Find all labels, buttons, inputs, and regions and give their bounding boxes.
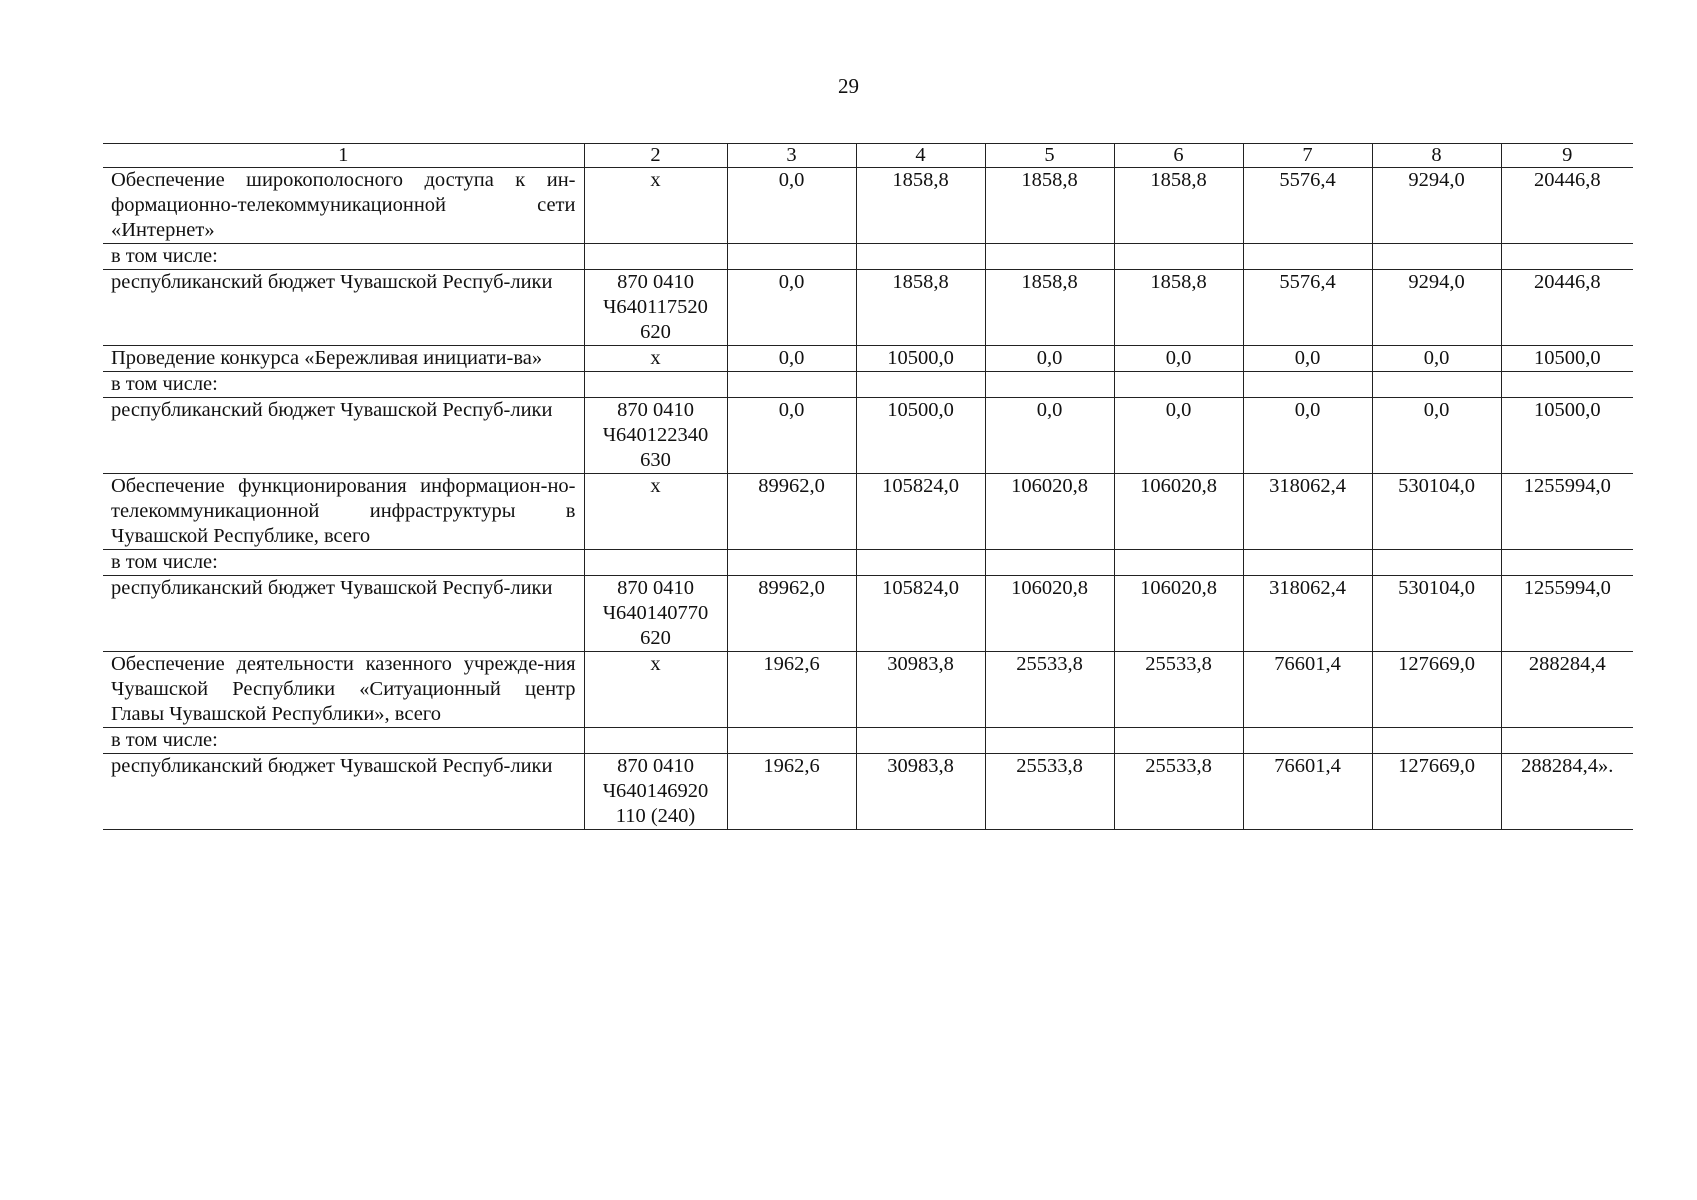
budget-code-cell: х <box>584 168 727 244</box>
budget-code-cell: 870 0410 Ч640122340 630 <box>584 398 727 474</box>
value-cell-col4 <box>856 244 985 270</box>
column-header: 2 <box>584 144 727 168</box>
row-name-cell: Обеспечение деятельности казенного учрежде-ния Чувашской Республики «Ситуационный центр Главы Чувашской Республики», всего <box>103 652 584 728</box>
row-name-cell: в том числе: <box>103 728 584 754</box>
value-cell-col4: 105824,0 <box>856 576 985 652</box>
value-cell-col9: 288284,4». <box>1501 754 1633 830</box>
value-cell-col5: 0,0 <box>985 346 1114 372</box>
row-name-cell: в том числе: <box>103 372 584 398</box>
value-cell-col9: 10500,0 <box>1501 346 1633 372</box>
row-name-cell: республиканский бюджет Чувашской Респуб-лики <box>103 576 584 652</box>
value-cell-col7: 0,0 <box>1243 346 1372 372</box>
value-cell-col4 <box>856 728 985 754</box>
value-cell-col3: 89962,0 <box>727 576 856 652</box>
value-cell-col6: 1858,8 <box>1114 270 1243 346</box>
value-cell-col9: 20446,8 <box>1501 270 1633 346</box>
row-name-cell: республиканский бюджет Чувашской Респуб-лики <box>103 398 584 474</box>
table-row <box>103 270 1633 346</box>
budget-code-cell: 870 0410 Ч640140770 620 <box>584 576 727 652</box>
table-row <box>103 398 1633 474</box>
value-cell-col5 <box>985 372 1114 398</box>
value-cell-col8: 530104,0 <box>1372 474 1501 550</box>
column-header: 5 <box>985 144 1114 168</box>
value-cell-col4: 1858,8 <box>856 168 985 244</box>
table-row <box>103 550 1633 576</box>
value-cell-col7: 76601,4 <box>1243 754 1372 830</box>
column-header: 1 <box>103 144 584 168</box>
row-name-cell: Обеспечение функционирования информацион-но-телекоммуникационной инфраструктуры в Чувашской Республике, всего <box>103 474 584 550</box>
value-cell-col5 <box>985 728 1114 754</box>
table-body <box>103 168 1633 830</box>
value-cell-col8 <box>1372 244 1501 270</box>
value-cell-col4: 105824,0 <box>856 474 985 550</box>
value-cell-col6: 25533,8 <box>1114 652 1243 728</box>
value-cell-col3 <box>727 550 856 576</box>
value-cell-col8 <box>1372 728 1501 754</box>
value-cell-col6 <box>1114 372 1243 398</box>
value-cell-col5: 25533,8 <box>985 754 1114 830</box>
value-cell-col3: 0,0 <box>727 398 856 474</box>
value-cell-col6 <box>1114 550 1243 576</box>
value-cell-col3 <box>727 244 856 270</box>
column-header: 8 <box>1372 144 1501 168</box>
value-cell-col7: 0,0 <box>1243 398 1372 474</box>
value-cell-col8 <box>1372 372 1501 398</box>
column-header: 6 <box>1114 144 1243 168</box>
table-row <box>103 474 1633 550</box>
value-cell-col6: 1858,8 <box>1114 168 1243 244</box>
value-cell-col9 <box>1501 372 1633 398</box>
value-cell-col9 <box>1501 728 1633 754</box>
table-row <box>103 244 1633 270</box>
value-cell-col5 <box>985 244 1114 270</box>
value-cell-col6: 25533,8 <box>1114 754 1243 830</box>
table-row <box>103 576 1633 652</box>
value-cell-col6: 106020,8 <box>1114 474 1243 550</box>
value-cell-col7: 5576,4 <box>1243 270 1372 346</box>
value-cell-col9: 20446,8 <box>1501 168 1633 244</box>
value-cell-col6: 0,0 <box>1114 398 1243 474</box>
value-cell-col9: 10500,0 <box>1501 398 1633 474</box>
value-cell-col5: 106020,8 <box>985 474 1114 550</box>
budget-code-cell: х <box>584 474 727 550</box>
value-cell-col9 <box>1501 550 1633 576</box>
value-cell-col3: 0,0 <box>727 270 856 346</box>
value-cell-col9: 1255994,0 <box>1501 474 1633 550</box>
value-cell-col7: 76601,4 <box>1243 652 1372 728</box>
table-row <box>103 372 1633 398</box>
value-cell-col5: 1858,8 <box>985 270 1114 346</box>
budget-code-cell: х <box>584 652 727 728</box>
budget-table <box>103 143 1633 830</box>
value-cell-col5: 1858,8 <box>985 168 1114 244</box>
row-name-cell: Обеспечение широкополосного доступа к ин-формационно-телекоммуникационной сети «Интернет» <box>103 168 584 244</box>
value-cell-col7: 318062,4 <box>1243 576 1372 652</box>
column-header: 7 <box>1243 144 1372 168</box>
table-row <box>103 346 1633 372</box>
value-cell-col8: 127669,0 <box>1372 652 1501 728</box>
value-cell-col4: 30983,8 <box>856 754 985 830</box>
value-cell-col3 <box>727 372 856 398</box>
column-number-header-row <box>103 144 1633 168</box>
budget-code-cell <box>584 728 727 754</box>
value-cell-col6: 0,0 <box>1114 346 1243 372</box>
value-cell-col7 <box>1243 550 1372 576</box>
table-row <box>103 754 1633 830</box>
row-name-cell: в том числе: <box>103 550 584 576</box>
page-number: 29 <box>838 74 859 98</box>
column-header: 4 <box>856 144 985 168</box>
table-row <box>103 652 1633 728</box>
row-name-cell: Проведение конкурса «Бережливая инициати-ва» <box>103 346 584 372</box>
value-cell-col6 <box>1114 244 1243 270</box>
value-cell-col6 <box>1114 728 1243 754</box>
value-cell-col7 <box>1243 372 1372 398</box>
value-cell-col4: 1858,8 <box>856 270 985 346</box>
table-row <box>103 728 1633 754</box>
value-cell-col9 <box>1501 244 1633 270</box>
value-cell-col3: 1962,6 <box>727 754 856 830</box>
value-cell-col7: 318062,4 <box>1243 474 1372 550</box>
value-cell-col4 <box>856 550 985 576</box>
column-header: 9 <box>1501 144 1633 168</box>
value-cell-col7 <box>1243 728 1372 754</box>
column-header: 3 <box>727 144 856 168</box>
value-cell-col5: 0,0 <box>985 398 1114 474</box>
value-cell-col3: 89962,0 <box>727 474 856 550</box>
budget-code-cell <box>584 244 727 270</box>
value-cell-col3 <box>727 728 856 754</box>
value-cell-col5: 25533,8 <box>985 652 1114 728</box>
budget-code-cell: 870 0410 Ч640146920 110 (240) <box>584 754 727 830</box>
value-cell-col5 <box>985 550 1114 576</box>
budget-code-cell: х <box>584 346 727 372</box>
value-cell-col8: 127669,0 <box>1372 754 1501 830</box>
value-cell-col4: 10500,0 <box>856 398 985 474</box>
value-cell-col8: 9294,0 <box>1372 168 1501 244</box>
value-cell-col7 <box>1243 244 1372 270</box>
value-cell-col4 <box>856 372 985 398</box>
row-name-cell: в том числе: <box>103 244 584 270</box>
value-cell-col3: 0,0 <box>727 168 856 244</box>
row-name-cell: республиканский бюджет Чувашской Респуб-лики <box>103 270 584 346</box>
value-cell-col8 <box>1372 550 1501 576</box>
value-cell-col6: 106020,8 <box>1114 576 1243 652</box>
value-cell-col3: 0,0 <box>727 346 856 372</box>
value-cell-col8: 0,0 <box>1372 398 1501 474</box>
row-name-cell: республиканский бюджет Чувашской Респуб-лики <box>103 754 584 830</box>
value-cell-col3: 1962,6 <box>727 652 856 728</box>
budget-code-cell <box>584 372 727 398</box>
value-cell-col4: 10500,0 <box>856 346 985 372</box>
value-cell-col8: 9294,0 <box>1372 270 1501 346</box>
value-cell-col9: 288284,4 <box>1501 652 1633 728</box>
value-cell-col9: 1255994,0 <box>1501 576 1633 652</box>
value-cell-col8: 0,0 <box>1372 346 1501 372</box>
budget-code-cell: 870 0410 Ч640117520 620 <box>584 270 727 346</box>
value-cell-col8: 530104,0 <box>1372 576 1501 652</box>
budget-code-cell <box>584 550 727 576</box>
value-cell-col4: 30983,8 <box>856 652 985 728</box>
table-row <box>103 168 1633 244</box>
value-cell-col7: 5576,4 <box>1243 168 1372 244</box>
value-cell-col5: 106020,8 <box>985 576 1114 652</box>
